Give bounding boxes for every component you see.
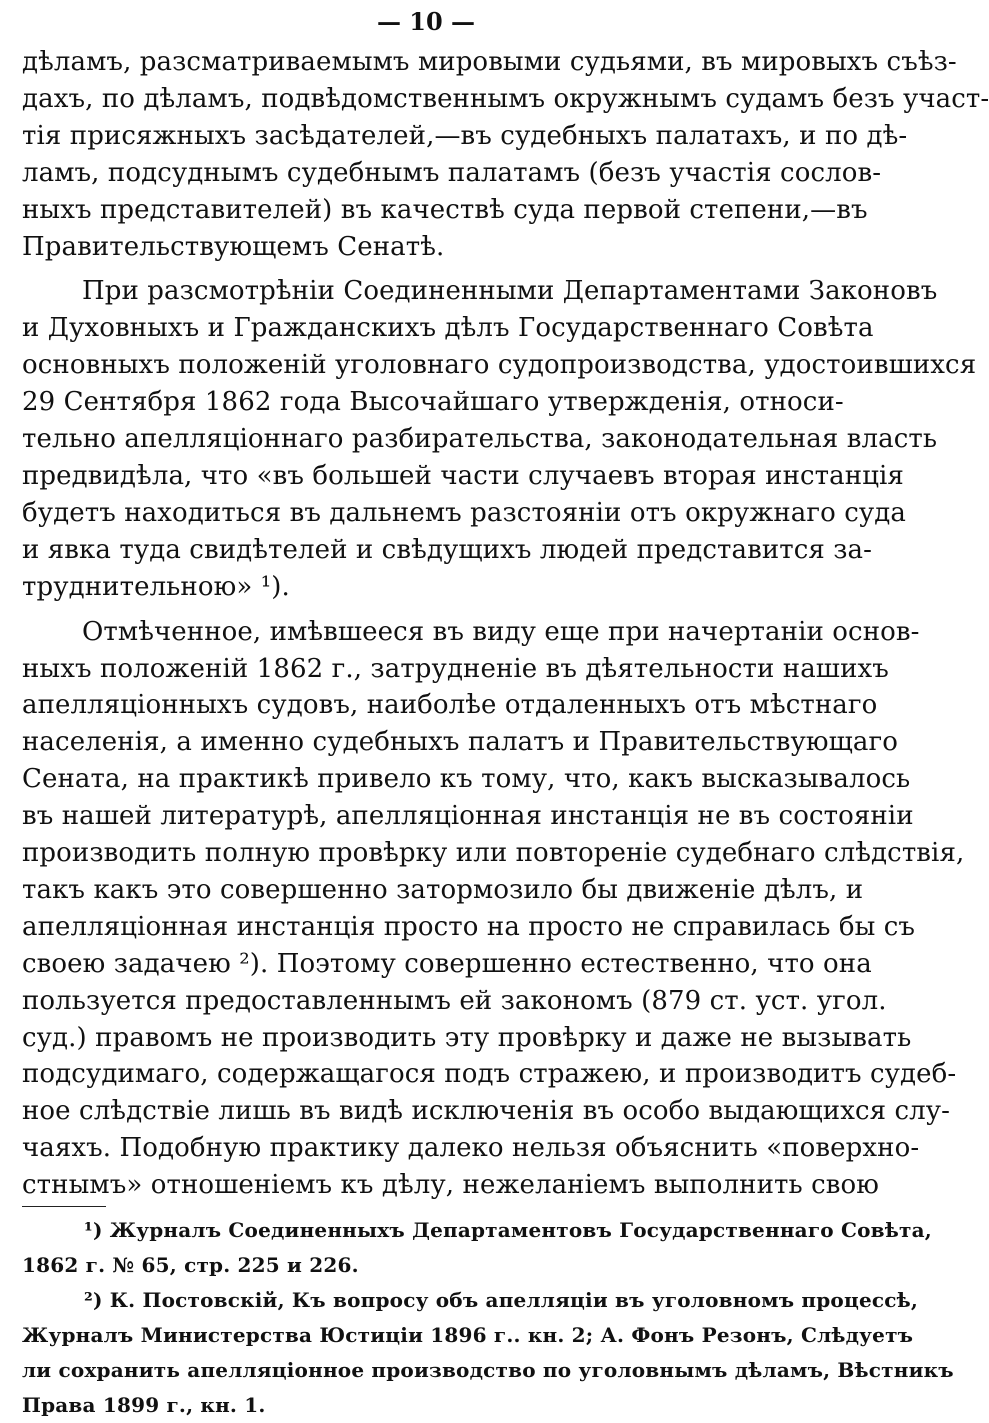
text-line: производить полную провѣрку или повтореніе судебнаго слѣдствія, (22, 838, 965, 869)
text-line: 29 Сентября 1862 года Высочайшаго утвержденія, относи- (22, 387, 844, 418)
text-line: ное слѣдствіе лишь въ видѣ исключенія въ особо выдающихся слу- (22, 1096, 951, 1127)
text-line: подсудимаго, содержащагося подъ стражею, и производитъ судеб- (22, 1059, 957, 1090)
footnote-line: Журналъ Министерства Юстиціи 1896 г.. кн. 2; А. Фонъ Резонъ, Слѣдуетъ (22, 1323, 914, 1348)
paragraph-3 (22, 614, 965, 1205)
text-line: предвидѣла, что «въ большей части случаевъ вторая инстанція (22, 460, 904, 491)
text-line: ламъ, подсуднымъ судебнымъ палатамъ (безъ участія сослов- (22, 157, 882, 188)
text-line: Правительствующемъ Сенатѣ. (22, 231, 445, 262)
text-line: ныхъ представителей) въ качествѣ суда первой степени,—въ (22, 194, 868, 225)
footnote-line: Права 1899 г., кн. 1. (22, 1393, 266, 1418)
text-line: въ нашей литературѣ, апелляціонная инстанція не въ состояніи (22, 801, 914, 832)
text-line: тія присяжныхъ засѣдателей,—въ судебныхъ палатахъ, и по дѣ- (22, 120, 908, 151)
text-line: апелляціонная инстанція просто на просто не справилась бы съ (22, 911, 916, 942)
text-line: суд.) правомъ не производить эту провѣрку и даже не вызывать (22, 1022, 912, 1053)
footnote-2 (22, 1283, 954, 1423)
footnote-line: ли сохранить апелляціонное производство по уголовнымъ дѣламъ, Вѣстникъ (22, 1358, 954, 1383)
text-line: своею задачею ²). Поэтому совершенно естественно, что она (22, 948, 872, 979)
text-line: апелляціонныхъ судовъ, наиболѣе отдаленныхъ отъ мѣстнаго (22, 690, 878, 721)
footnote-1 (22, 1213, 932, 1283)
text-line: пользуется предоставленнымъ ей закономъ (879 ст. уст. угол. (22, 985, 887, 1016)
text-line: будетъ находиться въ дальнемъ разстояніи отъ окружнаго суда (22, 497, 906, 528)
paragraph-1 (22, 44, 989, 265)
text-line: стнымъ» отношеніемъ къ дѣлу, нежеланіемъ выполнить свою (22, 1170, 880, 1201)
text-line: такъ какъ это совершенно затормозило бы движеніе дѣлъ, и (22, 874, 864, 905)
footnote-line: ²) К. Постовскій, Къ вопросу объ апелляціи въ уголовномъ процессѣ, (84, 1288, 919, 1313)
text-line: Сената, на практикѣ привело къ тому, что, какъ высказывалось (22, 764, 911, 795)
text-line: чаяхъ. Подобную практику далеко нельзя объяснить «поверхно- (22, 1133, 920, 1164)
text-line: населенія, а именно судебныхъ палатъ и Правительствующаго (22, 727, 898, 758)
text-line: тельно апелляціоннаго разбирательства, законодательная власть (22, 424, 938, 455)
text-line: дахъ, по дѣламъ, подвѣдомственнымъ окружнымъ судамъ безъ участ- (22, 83, 989, 114)
text-line: При разсмотрѣніи Соединенными Департаментами Законовъ (82, 276, 938, 307)
text-line: ныхъ положеній 1862 г., затрудненіе въ дѣятельности нашихъ (22, 653, 889, 684)
footnote-divider (22, 1206, 106, 1207)
footnote-line: 1862 г. № 65, стр. 225 и 226. (22, 1253, 359, 1278)
text-line: и явка туда свидѣтелей и свѣдущихъ людей представится за- (22, 534, 873, 565)
paragraph-2 (22, 273, 977, 605)
text-line: труднительною» ¹). (22, 571, 290, 602)
page-number: — 10 — (376, 7, 476, 36)
footnote-line: ¹) Журналъ Соединенныхъ Департаментовъ Государственнаго Совѣта, (84, 1218, 932, 1243)
text-line: основныхъ положеній уголовнаго судопроизводства, удостоившихся (22, 350, 977, 381)
text-line: и Духовныхъ и Гражданскихъ дѣлъ Государственнаго Совѣта (22, 313, 874, 344)
text-line: Отмѣченное, имѣвшееся въ виду еще при начертаніи основ- (82, 616, 920, 647)
text-line: дѣламъ, разсматриваемымъ мировыми судьями, въ мировыхъ съѣз- (22, 47, 957, 77)
